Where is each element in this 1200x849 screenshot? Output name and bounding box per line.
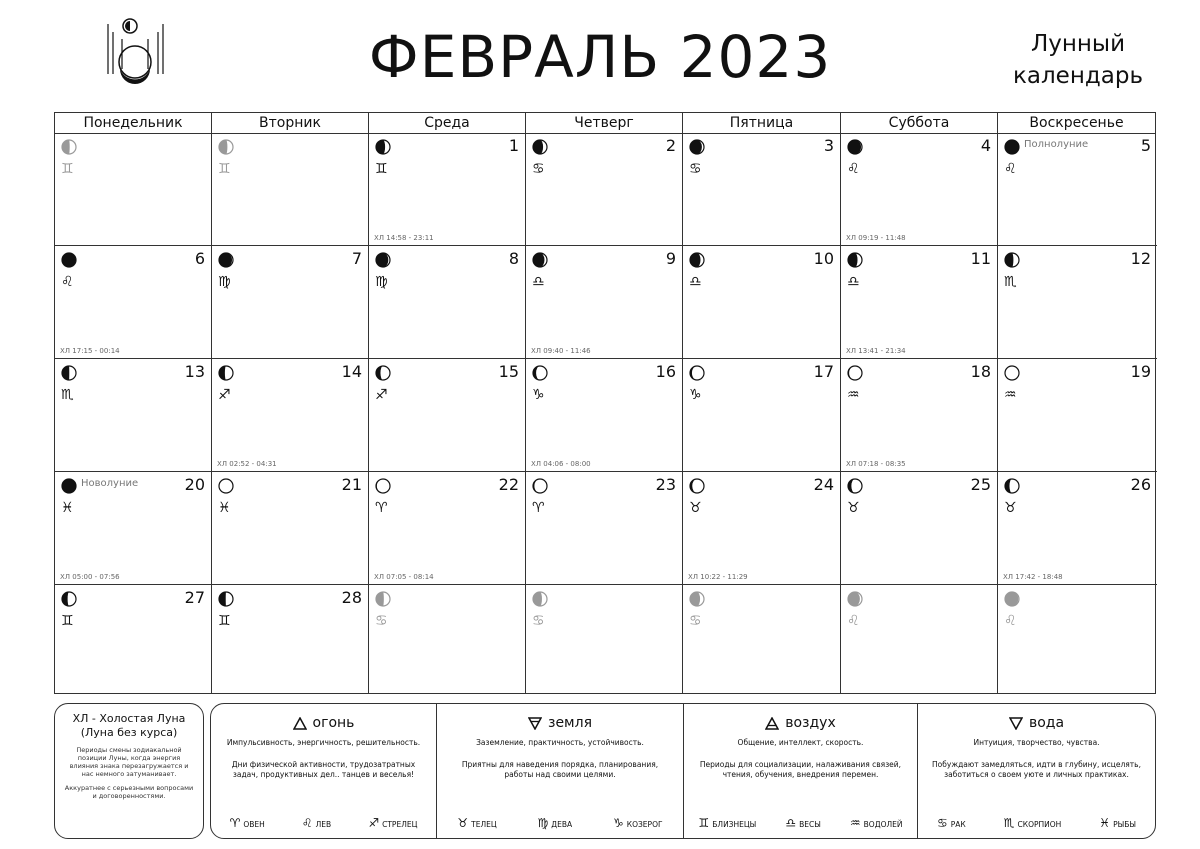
day-cell[interactable]	[369, 133, 526, 246]
zodiac-sign-name: БЛИЗНЕЦЫ	[712, 820, 757, 829]
day-number: 19	[1130, 362, 1151, 381]
moon-phase-icon	[218, 139, 234, 155]
zodiac-sign-name: РАК	[950, 820, 966, 829]
element-description: Интуиция, творчество, чувства.	[973, 738, 1100, 747]
zodiac-legend-item	[699, 816, 757, 830]
day-cell[interactable]	[683, 359, 841, 472]
zodiac-sign-icon: ♍	[375, 274, 388, 290]
day-cell[interactable]	[998, 359, 1157, 472]
hl-title-line-1: ХЛ - Холостая Луна	[72, 712, 186, 725]
zodiac-legend-item	[1004, 816, 1062, 830]
moon-phase-icon	[375, 365, 391, 381]
zodiac-sign-icon: ♒	[847, 387, 860, 403]
zodiac-sign-name: ТЕЛЕЦ	[471, 820, 497, 829]
moon-phase-icon	[689, 139, 705, 155]
zodiac-sign-icon: ♉	[1004, 500, 1017, 516]
zodiac-sign-name: ДЕВА	[551, 820, 573, 829]
day-cell[interactable]	[841, 585, 998, 693]
moon-phase-icon	[847, 591, 863, 607]
hl-legend	[54, 703, 204, 839]
void-moon-period: ХЛ 17:15 - 00:14	[60, 347, 120, 355]
void-moon-period: ХЛ 10:22 - 11:29	[688, 573, 748, 581]
zodiac-sign-icon: ♑	[689, 387, 702, 403]
day-cell[interactable]	[526, 246, 683, 359]
element-air	[683, 704, 917, 838]
day-cell[interactable]	[998, 246, 1157, 359]
element-signs	[211, 816, 436, 830]
hl-legend-title	[55, 712, 203, 740]
zodiac-legend-item	[850, 816, 903, 830]
void-moon-period: ХЛ 09:19 - 11:48	[846, 234, 906, 242]
water-element-icon	[1009, 717, 1023, 730]
moon-phase-icon	[847, 252, 863, 268]
day-cell[interactable]	[526, 585, 683, 693]
zodiac-sign-icon: ♌	[1004, 161, 1017, 177]
day-cell[interactable]	[841, 472, 998, 585]
zodiac-sign-name: ВЕСЫ	[799, 820, 821, 829]
weekday-header: Среда	[369, 113, 526, 133]
zodiac-legend-item	[302, 816, 331, 830]
day-cell[interactable]	[526, 472, 683, 585]
zodiac-legend-item	[937, 816, 966, 830]
element-name: огонь	[312, 715, 355, 731]
day-cell[interactable]	[212, 359, 369, 472]
zodiac-sign-icon: ♋	[532, 613, 545, 629]
zodiac-sign-icon: ♋	[689, 613, 702, 629]
day-number: 20	[184, 475, 205, 494]
void-moon-period: ХЛ 13:41 - 21:34	[846, 347, 906, 355]
day-cell[interactable]	[841, 133, 998, 246]
zodiac-sign-icon: ♎	[847, 274, 860, 290]
element-name: воздух	[785, 715, 836, 731]
day-number: 25	[970, 475, 991, 494]
moon-phase-icon	[689, 591, 705, 607]
element-fire	[211, 704, 436, 838]
zodiac-sign-icon: ♊	[218, 613, 231, 629]
moon-phase-icon	[847, 365, 863, 381]
zodiac-sign-icon: ♐	[368, 816, 380, 830]
zodiac-legend-item	[1099, 816, 1136, 830]
subtitle-line-1: Лунный	[1030, 31, 1126, 57]
day-number: 24	[813, 475, 834, 494]
subtitle-line-2: календарь	[1012, 63, 1144, 89]
zodiac-sign-name: ВОДОЛЕЙ	[863, 820, 903, 829]
moon-phase-icon	[61, 591, 77, 607]
zodiac-sign-name: ОВЕН	[243, 820, 265, 829]
day-number: 17	[813, 362, 834, 381]
day-number: 14	[341, 362, 362, 381]
day-number: 1	[508, 136, 519, 155]
zodiac-sign-icon: ♊	[375, 161, 388, 177]
moon-phase-icon	[1004, 252, 1020, 268]
moon-phase-icon	[532, 252, 548, 268]
zodiac-legend-item	[785, 816, 821, 830]
zodiac-sign-icon: ♓	[61, 500, 74, 516]
element-title	[437, 714, 683, 732]
day-number: 23	[655, 475, 676, 494]
zodiac-sign-icon: ♊	[61, 613, 74, 629]
day-number: 21	[341, 475, 362, 494]
day-number: 10	[813, 249, 834, 268]
day-cell[interactable]	[998, 133, 1157, 246]
zodiac-sign-icon: ♏	[61, 387, 74, 403]
zodiac-sign-name: ЛЕВ	[315, 820, 332, 829]
zodiac-sign-icon: ♎	[689, 274, 702, 290]
moon-phase-icon	[532, 365, 548, 381]
day-cell[interactable]	[212, 246, 369, 359]
zodiac-sign-icon: ♊	[218, 161, 231, 177]
weekday-header: Воскресенье	[1029, 115, 1124, 131]
air-element-icon	[765, 717, 779, 730]
day-number: 28	[341, 588, 362, 607]
day-cell[interactable]	[683, 585, 841, 693]
zodiac-legend-item	[457, 816, 496, 830]
void-moon-period: ХЛ 17:42 - 18:48	[1003, 573, 1063, 581]
day-cell[interactable]	[998, 585, 1157, 693]
day-cell[interactable]	[526, 133, 683, 246]
element-description: Импульсивность, энергичность, решительность.	[226, 738, 421, 747]
zodiac-sign-icon: ♒	[849, 816, 861, 830]
day-number: 18	[970, 362, 991, 381]
zodiac-sign-icon: ♎	[532, 274, 545, 290]
day-number: 16	[655, 362, 676, 381]
void-moon-period: ХЛ 02:52 - 04:31	[217, 460, 277, 468]
moon-phase-icon	[689, 365, 705, 381]
day-number: 5	[1140, 136, 1151, 155]
fire-element-icon	[293, 717, 307, 730]
weekday-header: Пятница	[683, 113, 841, 133]
element-name: земля	[548, 715, 592, 731]
moon-phase-icon	[375, 478, 391, 494]
zodiac-sign-icon: ♍	[218, 274, 231, 290]
day-cell[interactable]	[998, 472, 1157, 585]
zodiac-sign-name: РЫБЫ	[1113, 820, 1136, 829]
hl-description: Периоды смены зодиакальной позиции Луны, когда энергия влияния знака перезагружается и нас немного затуманивает.	[69, 746, 189, 778]
weekday-header: Вторник	[212, 113, 369, 133]
month-title: ФЕВРАЛЬ 2023	[368, 23, 832, 91]
day-cell[interactable]	[55, 585, 212, 693]
moon-phase-icon	[1004, 478, 1020, 494]
weekday-header: Суббота	[841, 113, 998, 133]
calendar-grid	[54, 112, 1156, 694]
zodiac-sign-icon: ♒	[1004, 387, 1017, 403]
void-moon-period: ХЛ 07:18 - 08:35	[846, 460, 906, 468]
weekday-header: Четверг	[526, 113, 683, 133]
day-cell[interactable]	[212, 133, 369, 246]
moon-phase-icon	[375, 591, 391, 607]
day-number: 26	[1130, 475, 1151, 494]
zodiac-sign-name: КОЗЕРОГ	[626, 820, 663, 829]
zodiac-sign-icon: ♉	[847, 500, 860, 516]
zodiac-sign-name: СТРЕЛЕЦ	[382, 820, 418, 829]
moon-event-label: Новолуние	[81, 478, 139, 489]
void-moon-period: ХЛ 09:40 - 11:46	[531, 347, 591, 355]
moon-phase-icon	[1004, 139, 1020, 155]
element-tip: Дни физической активности, трудозатратных задач, продуктивных дел.. танцев и веселья!	[231, 760, 416, 779]
zodiac-sign-icon: ♏	[1003, 816, 1015, 830]
day-cell[interactable]	[683, 133, 841, 246]
zodiac-legend-item	[368, 816, 417, 830]
day-cell[interactable]	[369, 246, 526, 359]
void-moon-period: ХЛ 05:00 - 07:56	[60, 573, 120, 581]
moon-phase-icon	[218, 591, 234, 607]
zodiac-sign-icon: ♋	[532, 161, 545, 177]
moon-phase-icon	[61, 252, 77, 268]
moon-phase-icon	[689, 478, 705, 494]
element-title	[918, 714, 1155, 732]
moon-phase-icon	[375, 252, 391, 268]
moon-phase-icon	[532, 478, 548, 494]
moon-phase-icon	[847, 139, 863, 155]
zodiac-sign-icon: ♉	[457, 816, 469, 830]
moon-phase-icon	[61, 365, 77, 381]
zodiac-sign-icon: ♏	[1004, 274, 1017, 290]
day-cell[interactable]	[369, 585, 526, 693]
zodiac-sign-icon: ♌	[1004, 613, 1017, 629]
day-number: 4	[980, 136, 991, 155]
zodiac-sign-icon: ♑	[532, 387, 545, 403]
zodiac-sign-icon: ♋	[937, 816, 948, 830]
day-cell[interactable]	[55, 133, 212, 246]
moon-phase-icon	[375, 139, 391, 155]
day-cell[interactable]	[369, 472, 526, 585]
elements-legend	[210, 703, 1156, 839]
element-signs	[684, 816, 917, 830]
element-description: Заземление, практичность, устойчивость.	[476, 738, 644, 747]
day-number: 11	[970, 249, 991, 268]
element-tip: Побуждают замедляться, идти в глубину, исцелять, заботиться о своем уюте и личных практиках.	[932, 760, 1141, 779]
element-tip: Приятны для наведения порядка, планирования, работы над своими целями.	[461, 760, 659, 779]
element-title	[211, 714, 436, 732]
day-cell[interactable]	[212, 585, 369, 693]
moon-phase-icon	[689, 252, 705, 268]
day-cell[interactable]	[212, 472, 369, 585]
earth-element-icon	[528, 717, 542, 730]
void-moon-period: ХЛ 14:58 - 23:11	[374, 234, 434, 242]
zodiac-sign-icon: ♈	[375, 500, 388, 516]
weekday-header: Понедельник	[55, 113, 212, 133]
zodiac-sign-icon: ♌	[847, 613, 860, 629]
zodiac-legend-item	[230, 816, 265, 830]
zodiac-sign-icon: ♋	[689, 161, 702, 177]
day-cell[interactable]	[841, 359, 998, 472]
void-moon-period: ХЛ 07:05 - 08:14	[374, 573, 434, 581]
element-description: Общение, интеллект, скорость.	[737, 738, 864, 747]
moon-phase-icon	[847, 478, 863, 494]
zodiac-sign-icon: ♊	[698, 816, 710, 830]
day-cell[interactable]	[55, 472, 212, 585]
moon-phase-icon	[218, 365, 234, 381]
zodiac-sign-icon: ♌	[301, 816, 313, 830]
day-number: 2	[665, 136, 676, 155]
zodiac-sign-icon: ♋	[375, 613, 388, 629]
day-number: 9	[665, 249, 676, 268]
zodiac-legend-item	[538, 816, 573, 830]
void-moon-period: ХЛ 04:06 - 08:00	[531, 460, 591, 468]
zodiac-sign-icon: ♊	[61, 161, 74, 177]
zodiac-sign-name: СКОРПИОН	[1017, 820, 1062, 829]
element-water	[917, 704, 1155, 838]
calendar-subtitle	[1008, 28, 1148, 92]
zodiac-sign-icon: ♈	[532, 500, 545, 516]
moon-phase-icon	[61, 139, 77, 155]
moon-phase-icon	[61, 478, 77, 494]
zodiac-sign-icon: ♐	[375, 387, 388, 403]
element-signs	[437, 816, 683, 830]
day-number: 15	[498, 362, 519, 381]
moon-event-label: Полнолуние	[1024, 139, 1089, 150]
day-cell[interactable]	[683, 246, 841, 359]
zodiac-sign-icon: ♑	[613, 816, 624, 830]
moon-phase-icon	[532, 139, 548, 155]
zodiac-sign-icon: ♐	[218, 387, 231, 403]
day-number: 22	[498, 475, 519, 494]
moon-phase-icon	[1004, 365, 1020, 381]
day-cell[interactable]	[55, 359, 212, 472]
day-number: 8	[508, 249, 519, 268]
element-title	[684, 714, 917, 732]
day-cell[interactable]	[369, 359, 526, 472]
zodiac-sign-icon: ♌	[847, 161, 860, 177]
zodiac-sign-icon: ♌	[61, 274, 74, 290]
element-name: вода	[1028, 715, 1065, 731]
day-number: 12	[1130, 249, 1151, 268]
moon-phase-icon	[532, 591, 548, 607]
hl-warning: Аккуратнее с серьезными вопросами и договоренностями.	[64, 784, 194, 800]
day-number: 13	[184, 362, 205, 381]
moon-phase-icon	[218, 478, 234, 494]
element-signs	[918, 816, 1155, 830]
zodiac-legend-item	[613, 816, 663, 830]
zodiac-sign-icon: ♍	[537, 816, 549, 830]
day-number: 7	[351, 249, 362, 268]
day-cell[interactable]	[526, 359, 683, 472]
hl-title-line-2: (Луна без курса)	[80, 726, 178, 739]
day-cell[interactable]	[683, 472, 841, 585]
day-number: 3	[823, 136, 834, 155]
zodiac-sign-icon: ♈	[229, 816, 241, 830]
zodiac-sign-icon: ♓	[218, 500, 231, 516]
day-cell[interactable]	[55, 246, 212, 359]
day-cell[interactable]	[841, 246, 998, 359]
zodiac-sign-icon: ♓	[1099, 816, 1111, 830]
moon-phase-icon	[218, 252, 234, 268]
zodiac-sign-icon: ♉	[689, 500, 702, 516]
moon-phase-icon	[1004, 591, 1020, 607]
element-tip: Периоды для социализации, налаживания связей, чтения, обучения, внедрения перемен.	[699, 760, 902, 779]
element-earth	[436, 704, 683, 838]
day-number: 6	[194, 249, 205, 268]
day-number: 27	[184, 588, 205, 607]
zodiac-sign-icon: ♎	[785, 816, 797, 830]
